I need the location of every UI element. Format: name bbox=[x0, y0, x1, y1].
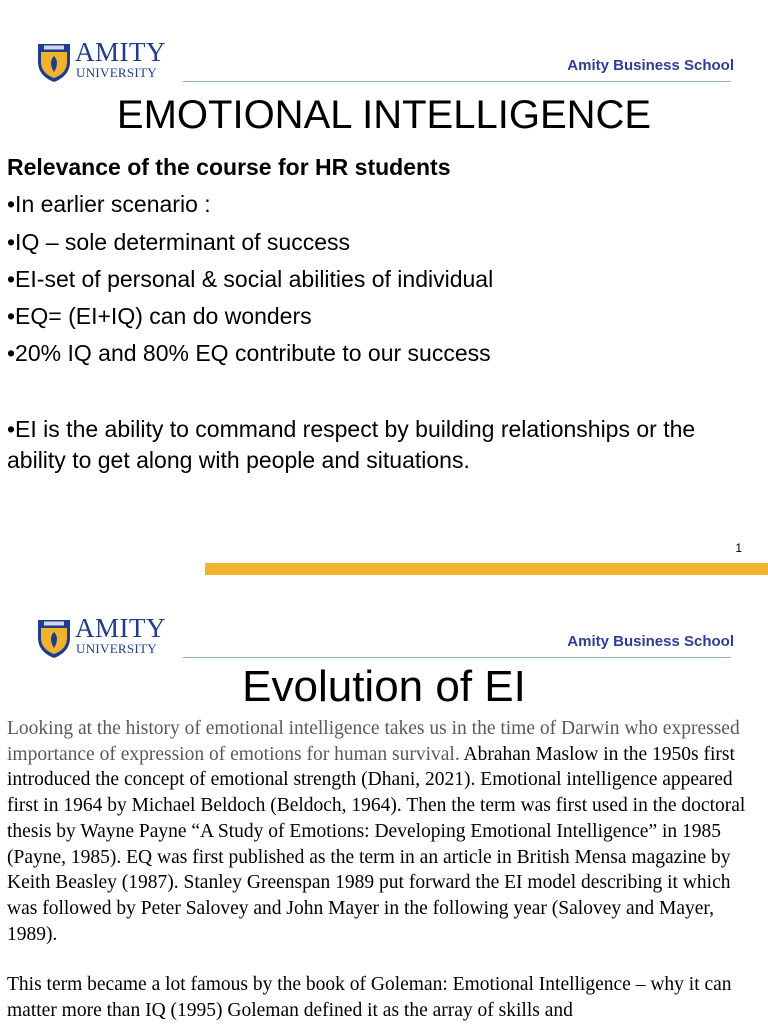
school-name: Amity Business School bbox=[567, 633, 734, 650]
amity-logo bbox=[36, 39, 168, 83]
slide-2 bbox=[0, 576, 768, 1024]
slide-title: EMOTIONAL INTELLIGENCE bbox=[116, 93, 652, 137]
paragraph bbox=[7, 716, 759, 947]
amity-logo bbox=[36, 615, 168, 659]
logo-university-text: UNIVERSITY bbox=[76, 65, 157, 80]
school-name: Amity Business School bbox=[567, 57, 734, 74]
header-divider bbox=[183, 81, 731, 82]
paragraph-text: Abrahan Maslow in the 1950s first introduced the concept of emotional strength (Dhani, 2021). Emotional intelligence appeared first in 1964 by Michael Beldoch (Beldoch, 1964). Then the term was first used in the doctoral thesis by Wayne Payne “A Study of Emotions: Developing Emotional Intelligence” in 1985 (Payne, 1985). EQ was first published as the term in an article in British Mensa magazine by Keith Beasley (1987). Stanley Greenspan 1989 put forward the EI model describing it which was followed by Peter Salovey and John Mayer in the following year (Salovey and Mayer, 1989). bbox=[7, 743, 746, 945]
logo-university-text: UNIVERSITY bbox=[76, 641, 157, 656]
paragraph-intro: Looking at the history of emotional intelligence takes us in the time of Darwin who expressed importance of expression of emotions for human survival. bbox=[7, 718, 740, 765]
logo-wordmark: AMITY bbox=[75, 613, 166, 643]
bullet-item: •EQ= (EI+IQ) can do wonders bbox=[7, 303, 312, 329]
bullet-item: •EI-set of personal & social abilities of individual bbox=[7, 266, 494, 292]
logo-wordmark: AMITY bbox=[75, 37, 166, 67]
paragraph: This term became a lot famous by the book of Goleman: Emotional Intelligence – why it can matter more than IQ (1995) Goleman defined it as the array of skills and bbox=[7, 974, 732, 1022]
amity-shield-icon bbox=[36, 616, 72, 658]
page-number: 1 bbox=[735, 541, 742, 555]
slide-body bbox=[7, 716, 759, 1024]
bullet-item: •In earlier scenario : bbox=[7, 191, 211, 217]
footer-bar bbox=[205, 563, 768, 575]
slide-title: Evolution of EI bbox=[242, 662, 526, 711]
bullet-paragraph: •EI is the ability to command respect by building relationships or the ability to get along with people and situations. bbox=[7, 416, 696, 473]
slide-subtitle: Relevance of the course for HR students bbox=[7, 154, 451, 180]
bullet-item: •20% IQ and 80% EQ contribute to our success bbox=[7, 340, 491, 366]
header-divider bbox=[183, 657, 731, 658]
amity-shield-icon bbox=[36, 40, 72, 82]
bullet-item: •IQ – sole determinant of success bbox=[7, 229, 350, 255]
